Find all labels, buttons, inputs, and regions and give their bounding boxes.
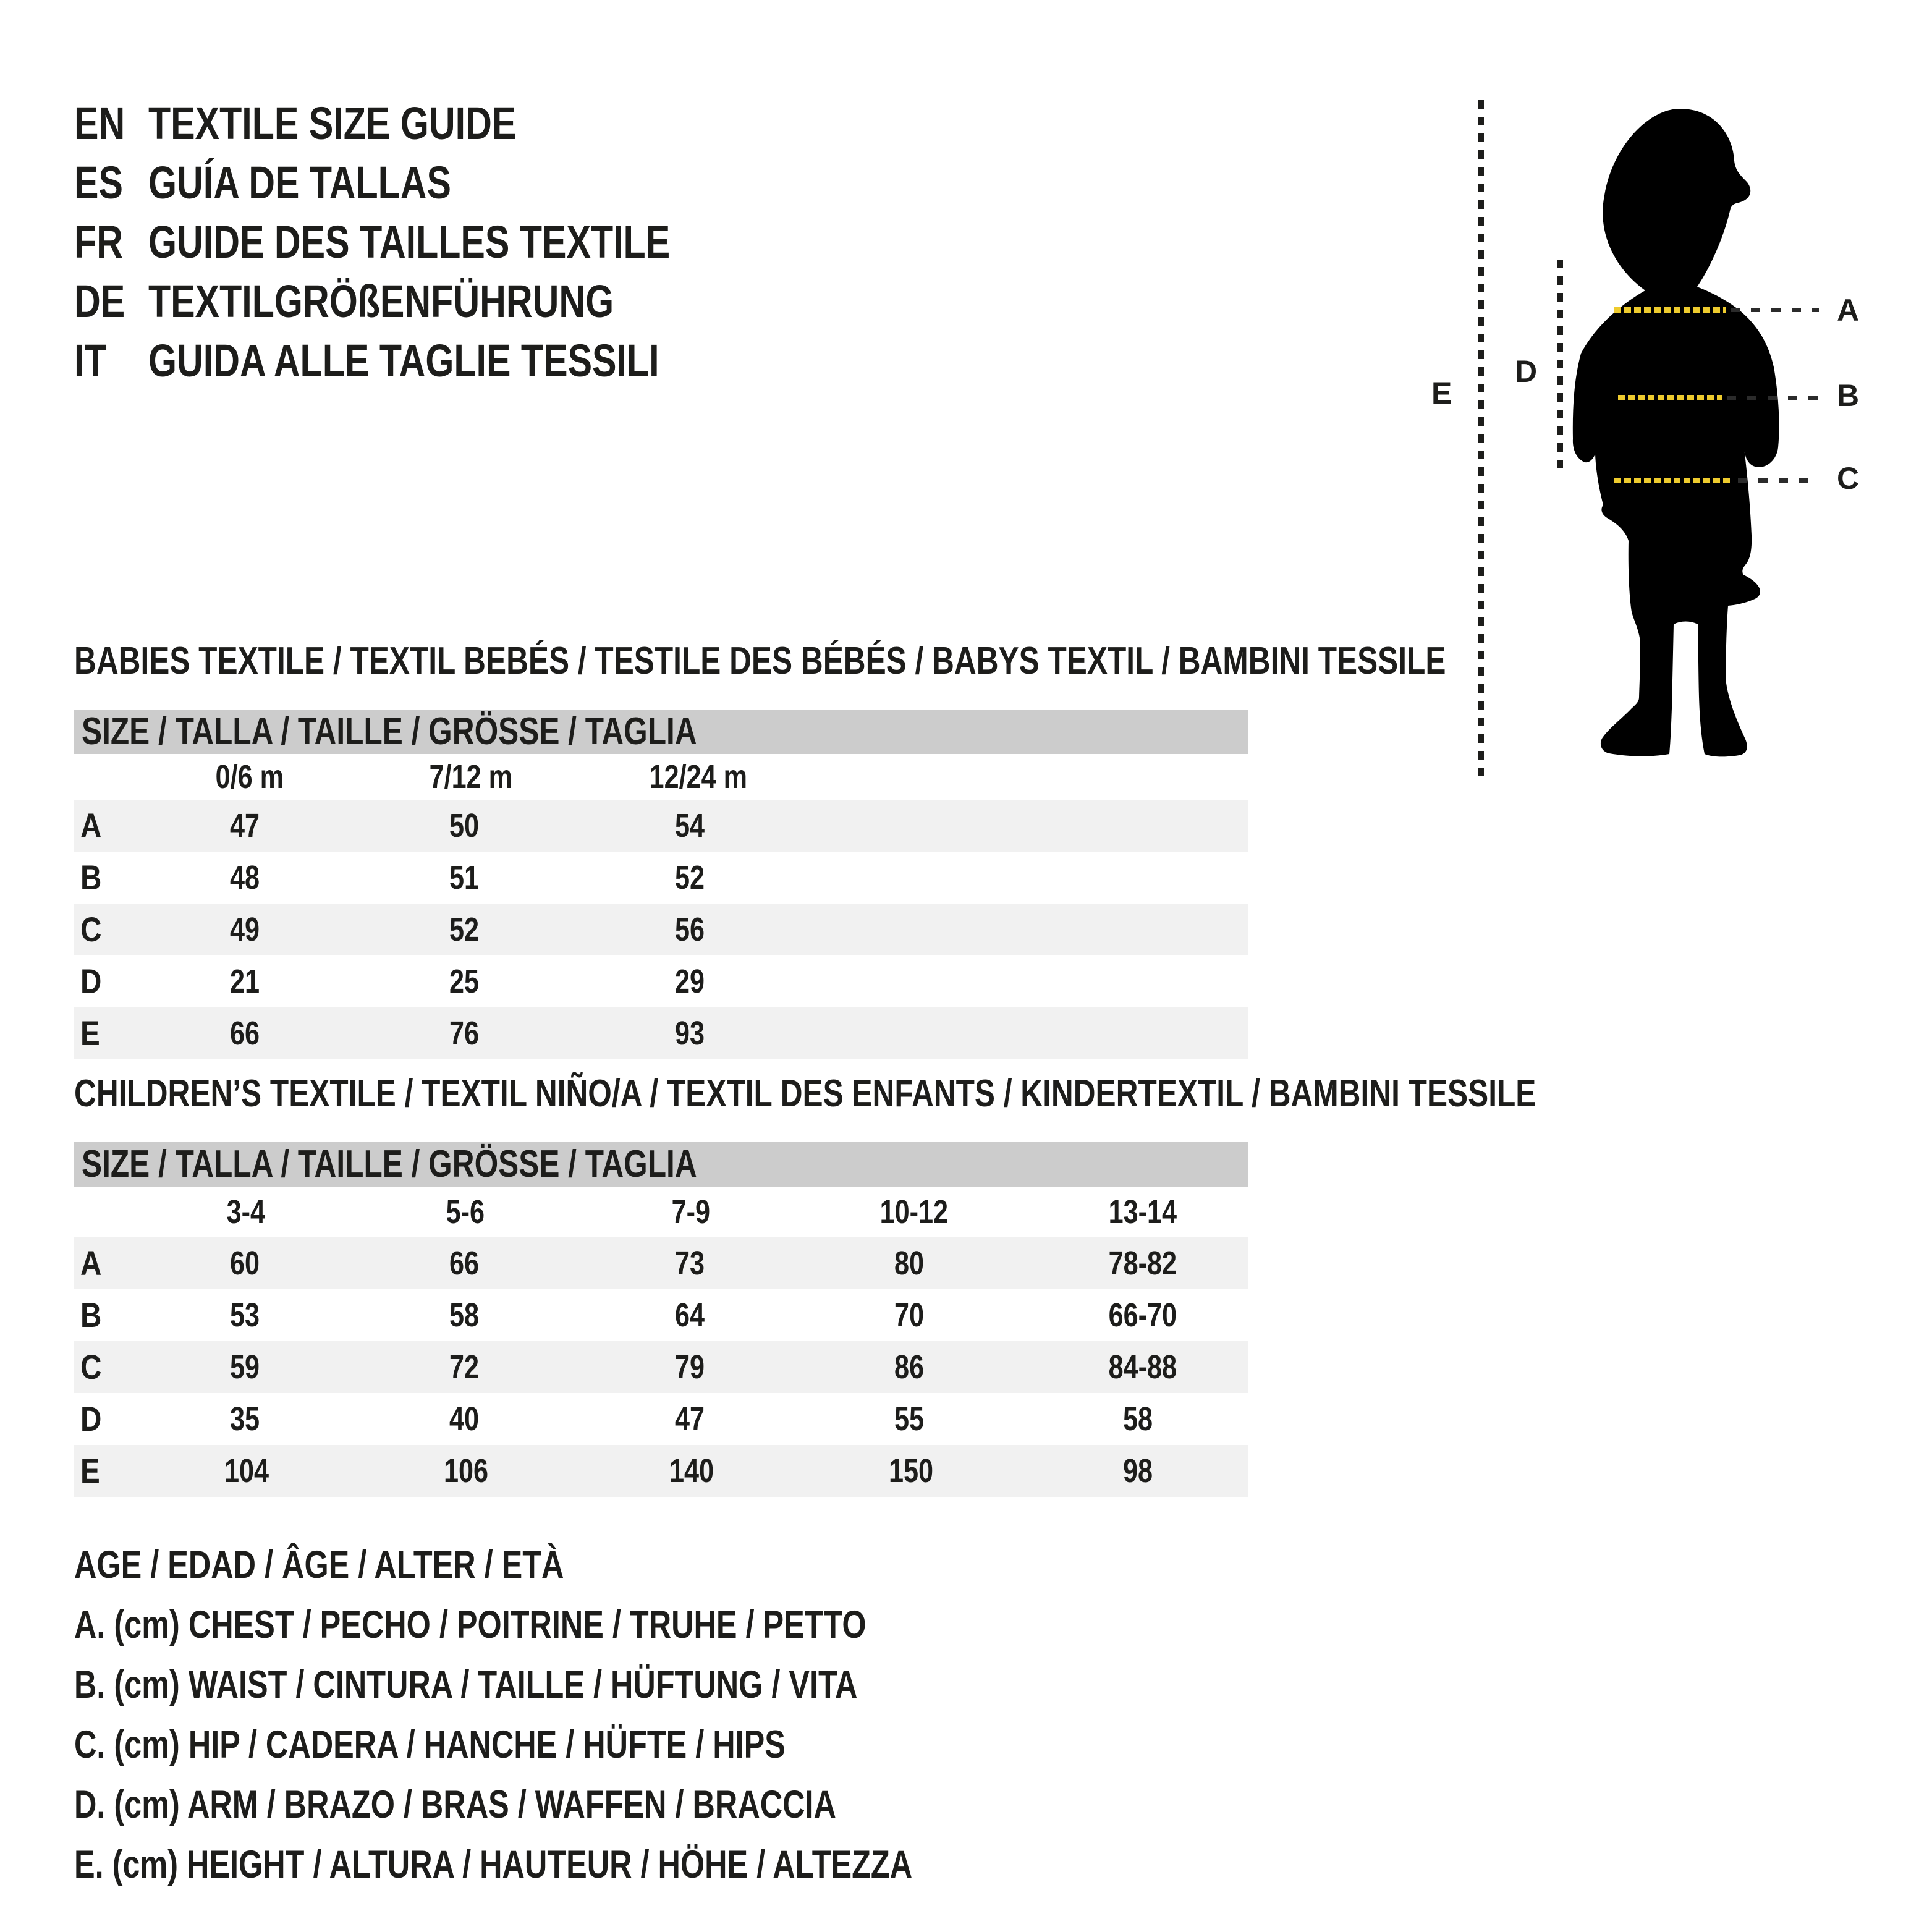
table-cell: 25 [449, 963, 480, 1000]
table-cell: 79 [674, 1349, 705, 1386]
legend-line-chest: A. (cm) CHEST / PECHO / POITRINE / TRUHE / PETTO [74, 1603, 866, 1646]
table-cell: 104 [224, 1452, 269, 1489]
table-cell: 35 [229, 1400, 260, 1438]
waist-line-dark-dashes [1727, 396, 1819, 400]
language-title: GUIDE DES TAILLES TEXTILE [148, 216, 671, 268]
table-row [74, 1445, 1248, 1497]
language-title: TEXTILE SIZE GUIDE [148, 98, 517, 149]
row-label: E [80, 1451, 100, 1490]
table-cell: 56 [674, 911, 705, 948]
legend-line-height: E. (cm) HEIGHT / ALTURA / HAUTEUR / HÖHE / ALTEZZA [74, 1843, 913, 1886]
table-cell: 80 [894, 1245, 925, 1282]
table-cell: 58 [449, 1297, 480, 1334]
babies-size-table [74, 710, 1248, 1059]
table-row [74, 955, 1248, 1007]
column-header: 0/6 m [215, 758, 284, 795]
table-row [74, 1007, 1248, 1059]
table-cell: 93 [674, 1015, 705, 1052]
table-cell: 60 [229, 1245, 260, 1282]
language-code: DE [74, 276, 125, 327]
legend-line-hip: C. (cm) HIP / CADERA / HANCHE / HÜFTE / HIPS [74, 1723, 786, 1766]
table-cell: 66 [229, 1015, 260, 1052]
table-cell: 21 [229, 963, 260, 1000]
table-cell: 49 [229, 911, 260, 948]
table-cell: 47 [229, 807, 260, 844]
table-cell: 70 [894, 1297, 925, 1334]
row-label: A [80, 1244, 102, 1282]
chest-line-yellow-dashes [1614, 307, 1726, 313]
table-row [74, 1393, 1248, 1445]
table-cell: 66 [449, 1245, 480, 1282]
hip-line-dark-dashes [1738, 478, 1819, 483]
row-label: A [80, 806, 102, 845]
table-cell: 50 [449, 807, 480, 844]
language-code: ES [74, 157, 123, 208]
child-silhouette [1570, 105, 1786, 766]
hip-line-yellow-dashes [1614, 478, 1733, 483]
table-header-bar: SIZE / TALLA / TAILLE / GRÖSSE / TAGLIA [74, 1142, 1248, 1187]
column-header-row [74, 754, 1248, 800]
language-row-fr [74, 213, 819, 272]
table-cell: 86 [894, 1349, 925, 1386]
table-cell: 59 [229, 1349, 260, 1386]
chest-line-dark-dashes [1731, 308, 1819, 312]
table-cell: 55 [894, 1400, 925, 1438]
table-cell: 64 [674, 1297, 705, 1334]
table-cell: 40 [449, 1400, 480, 1438]
language-row-de [74, 272, 819, 331]
waist-line-yellow-dashes [1618, 395, 1722, 400]
legend-line-arm: D. (cm) ARM / BRAZO / BRAS / WAFFEN / BRACCIA [74, 1783, 836, 1826]
babies-section-heading: BABIES TEXTILE / TEXTIL BEBÉS / TESTILE DES BÉBÉS / BABYS TEXTIL / BAMBINI TESSILE [74, 640, 1446, 682]
language-title: GUIDA ALLE TAGLIE TESSILI [148, 335, 659, 386]
table-cell: 47 [674, 1400, 705, 1438]
figure-label-arm: D [1515, 354, 1538, 389]
table-row [74, 1237, 1248, 1289]
table-cell: 29 [674, 963, 705, 1000]
table-cell: 66-70 [1108, 1297, 1177, 1334]
table-cell: 53 [229, 1297, 260, 1334]
language-code: IT [74, 335, 107, 386]
legend-line-age: AGE / EDAD / ÂGE / ALTER / ETÀ [74, 1543, 564, 1587]
column-header: 12/24 m [649, 758, 748, 795]
row-label: E [80, 1014, 100, 1053]
table-cell: 72 [449, 1349, 480, 1386]
height-measure-dotted-line [1478, 100, 1484, 780]
measurement-legend [74, 1535, 1122, 1895]
language-code: FR [74, 216, 123, 268]
table-cell: 84-88 [1108, 1349, 1177, 1386]
column-header: 7-9 [671, 1193, 711, 1231]
figure-label-height: E [1431, 376, 1452, 410]
row-label: C [80, 910, 102, 949]
table-cell: 51 [449, 859, 480, 896]
table-cell: 140 [669, 1452, 714, 1489]
table-cell: 52 [674, 859, 705, 896]
language-row-es [74, 153, 819, 213]
table-row [74, 1341, 1248, 1393]
table-row [74, 800, 1248, 852]
language-title: GUÍA DE TALLAS [148, 157, 452, 208]
table-cell: 48 [229, 859, 260, 896]
table-cell: 58 [1122, 1400, 1153, 1438]
row-label: D [80, 962, 102, 1001]
table-cell: 73 [674, 1245, 705, 1282]
language-title: TEXTILGRÖßENFÜHRUNG [148, 276, 614, 327]
table-cell: 54 [674, 807, 705, 844]
children-section-heading: CHILDREN’S TEXTILE / TEXTIL NIÑO/A / TEXTIL DES ENFANTS / KINDERTEXTIL / BAMBINI TESSILE [74, 1072, 1536, 1115]
row-label: C [80, 1347, 102, 1386]
language-code: EN [74, 98, 125, 149]
column-header-row [74, 1187, 1248, 1237]
figure-label-hip: C [1837, 461, 1860, 496]
column-header: 10-12 [879, 1193, 949, 1231]
row-label: B [80, 1295, 102, 1334]
table-cell: 98 [1122, 1452, 1153, 1489]
language-row-en [74, 94, 819, 153]
table-row [74, 852, 1248, 904]
table-row [74, 904, 1248, 955]
legend-line-waist: B. (cm) WAIST / CINTURA / TAILLE / HÜFTUNG / VITA [74, 1663, 858, 1706]
table-cell: 52 [449, 911, 480, 948]
children-size-table [74, 1142, 1248, 1497]
language-row-it [74, 331, 819, 391]
column-header: 7/12 m [429, 758, 513, 795]
figure-label-chest: A [1837, 293, 1860, 328]
language-title-block [74, 94, 819, 391]
table-cell: 78-82 [1108, 1245, 1177, 1282]
column-header: 3-4 [226, 1193, 266, 1231]
table-row [74, 1289, 1248, 1341]
column-header: 5-6 [446, 1193, 485, 1231]
table-header-bar: SIZE / TALLA / TAILLE / GRÖSSE / TAGLIA [74, 710, 1248, 754]
table-cell: 76 [449, 1015, 480, 1052]
row-label: D [80, 1399, 102, 1438]
row-label: B [80, 858, 102, 897]
arm-measure-dotted-line [1557, 260, 1563, 471]
figure-label-waist: B [1837, 378, 1860, 413]
table-cell: 106 [443, 1452, 489, 1489]
table-cell: 150 [888, 1452, 934, 1489]
column-header: 13-14 [1108, 1193, 1177, 1231]
